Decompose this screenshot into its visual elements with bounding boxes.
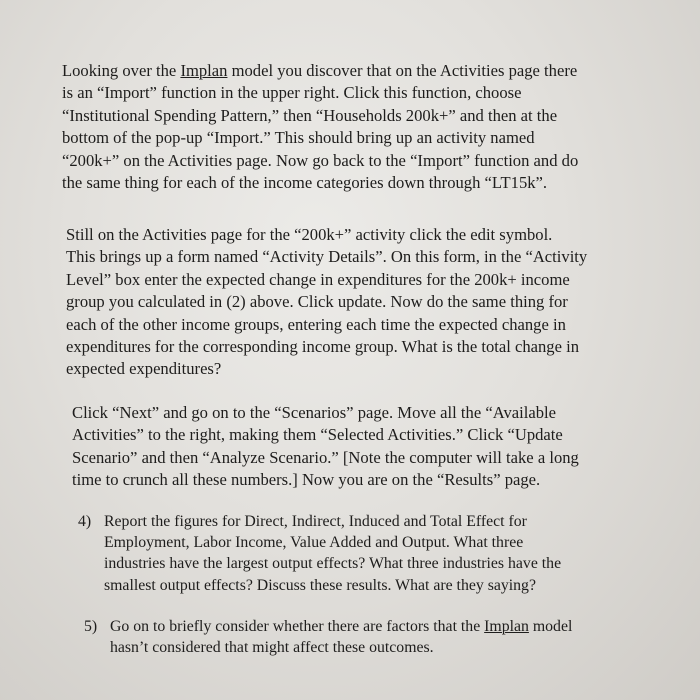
paragraph-scenarios: [72, 402, 632, 492]
text-line: expenditures for the corresponding income group. What is the total change in: [66, 337, 580, 357]
text-line: Activities” to the right, making them “Selected Activities.” Click “Update: [72, 425, 563, 445]
text-line: Go on to briefly consider whether there are factors that the Implan model: [110, 618, 573, 635]
text-line: the same thing for each of the income categories down through “LT15k”.: [62, 173, 548, 193]
text-line: bottom of the pop-up “Import.” This should bring up an activity named: [62, 128, 535, 148]
text-line: Scenario” and then “Analyze Scenario.” [Note the computer will take a long: [72, 447, 579, 467]
text-line: smallest output effects? Discuss these results. What are they saying?: [104, 576, 536, 594]
item-text: [110, 616, 615, 658]
paragraph-import-instructions: [62, 60, 647, 194]
text-line: This brings up a form named “Activity Details”. On this form, in the “Activity: [66, 247, 588, 267]
text-line: Still on the Activities page for the “200k+” activity click the edit symbol.: [66, 225, 553, 244]
text-line: Level” box enter the expected change in expenditures for the 200k+ income: [66, 269, 570, 289]
text-line: expected expenditures?: [66, 359, 222, 379]
item-number: 5): [84, 618, 98, 635]
text-line: hasn’t considered that might affect these outcomes.: [110, 639, 434, 657]
text-line: is an “Import” function in the upper right. Click this function, choose: [62, 83, 522, 103]
text-line: Click “Next” and go on to the “Scenarios” page. Move all the “Available: [72, 403, 556, 422]
text-line: Employment, Labor Income, Value Added and Output. What three: [104, 534, 524, 552]
text-line: “Institutional Spending Pattern,” then “Households 200k+” and then at the: [62, 105, 558, 125]
item-text: [104, 511, 614, 596]
paragraph-activity-details: [66, 224, 646, 381]
text-line: each of the other income groups, entering each time the expected change in: [66, 314, 566, 334]
item-number: 4): [78, 513, 92, 530]
text-line: “200k+” on the Activities page. Now go back to the “Import” function and do: [62, 150, 579, 170]
text-line: Report the figures for Direct, Indirect, Induced and Total Effect for: [104, 513, 527, 530]
text-line: industries have the largest output effects? What three industries have the: [104, 555, 562, 573]
text-line: group you calculated in (2) above. Click update. Now do the same thing for: [66, 292, 568, 312]
text-line: time to crunch all these numbers.] Now you are on the “Results” page.: [72, 470, 541, 490]
text-line: Looking over the Implan model you discover that on the Activities page there: [62, 61, 578, 80]
